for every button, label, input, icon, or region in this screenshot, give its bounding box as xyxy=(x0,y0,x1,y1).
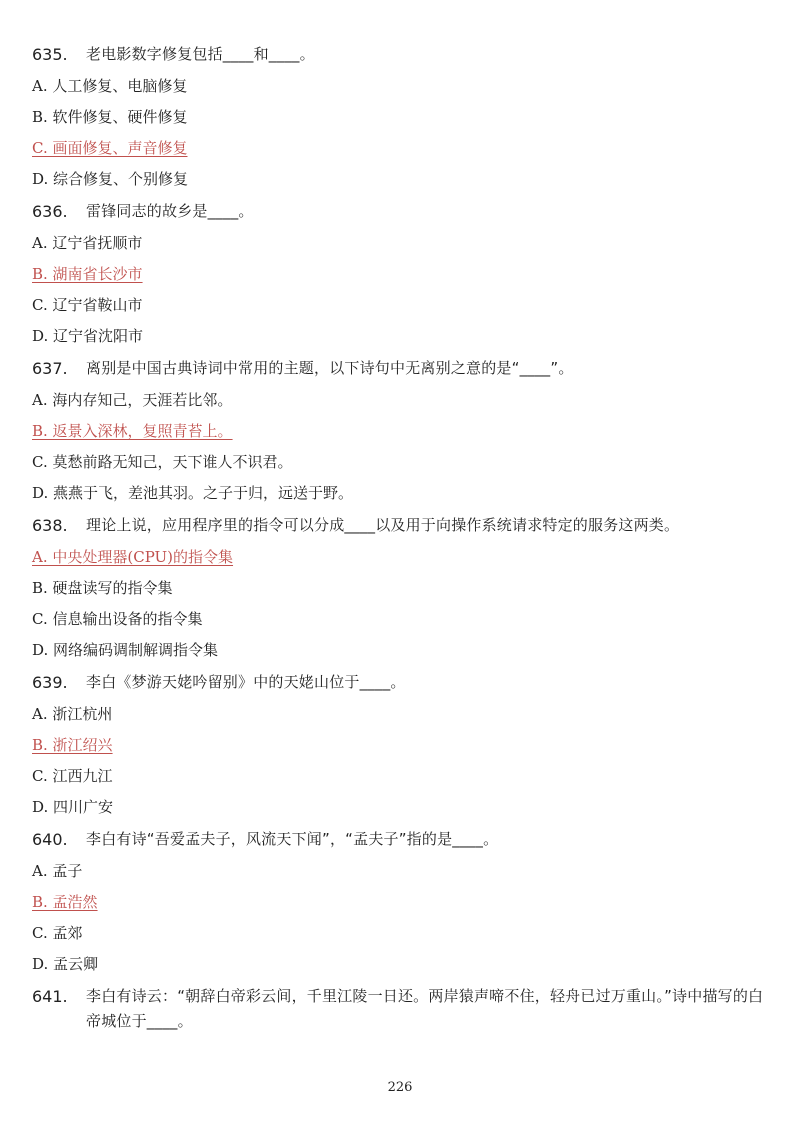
option-a: A. 浙江杭州 xyxy=(32,705,113,723)
option-d: D. 网络编码调制解调指令集 xyxy=(32,641,219,659)
question-stem xyxy=(32,356,772,381)
option-b: B. 软件修复、硬件修复 xyxy=(32,108,188,126)
option-c-correct-answer: C. 画面修复、声音修复 xyxy=(32,139,188,157)
question-number: 637. xyxy=(32,359,68,378)
question-text: 雷锋同志的故乡是____。 xyxy=(86,202,254,220)
question-text: 李白有诗“吾爱孟夫子，风流天下闻”，“孟夫子”指的是____。 xyxy=(86,830,499,848)
question-number: 641. xyxy=(32,987,68,1006)
option-a-correct-answer: A. 中央处理器(CPU)的指令集 xyxy=(32,548,234,566)
option-b-correct-answer: B. 返景入深林，复照青苔上。 xyxy=(32,422,233,440)
question-638 xyxy=(32,513,772,662)
option-d: D. 辽宁省沈阳市 xyxy=(32,327,144,345)
option-c: C. 莫愁前路无知己，天下谁人不识君。 xyxy=(32,453,293,471)
option-d: D. 孟云卿 xyxy=(32,955,99,973)
option-c: C. 孟郊 xyxy=(32,924,83,942)
option-b: B. 硬盘读写的指令集 xyxy=(32,579,173,597)
question-stem xyxy=(32,670,772,695)
option-b-correct-answer: B. 孟浩然 xyxy=(32,893,98,911)
question-number: 639. xyxy=(32,673,68,692)
option-d: D. 综合修复、个别修复 xyxy=(32,170,189,188)
option-d: D. 四川广安 xyxy=(32,798,114,816)
question-number: 640. xyxy=(32,830,68,849)
question-list xyxy=(32,42,772,1042)
option-c: C. 信息输出设备的指令集 xyxy=(32,610,203,628)
page-number: 226 xyxy=(387,1080,413,1095)
question-number: 636. xyxy=(32,202,68,221)
option-d: D. 燕燕于飞，差池其羽。之子于归，远送于野。 xyxy=(32,484,354,502)
option-c: C. 辽宁省鞍山市 xyxy=(32,296,143,314)
option-a: A. 人工修复、电脑修复 xyxy=(32,77,188,95)
option-b-correct-answer: B. 浙江绍兴 xyxy=(32,736,113,754)
question-text: 离别是中国古典诗词中常用的主题，以下诗句中无离别之意的是“____”。 xyxy=(86,359,574,377)
option-c: C. 江西九江 xyxy=(32,767,113,785)
question-635 xyxy=(32,42,772,191)
question-number: 638. xyxy=(32,516,68,535)
question-stem xyxy=(32,42,772,67)
option-b-correct-answer: B. 湖南省长沙市 xyxy=(32,265,143,283)
option-a: A. 辽宁省抚顺市 xyxy=(32,234,143,252)
option-a: A. 海内存知己，天涯若比邻。 xyxy=(32,391,233,409)
question-text: 理论上说，应用程序里的指令可以分成____以及用于向操作系统请求特定的服务这两类。 xyxy=(86,516,680,534)
question-641 xyxy=(32,984,772,1034)
question-text: 李白有诗云：“朝辞白帝彩云间，千里江陵一日还。两岸猿声啼不住，轻舟已过万重山。”诗中描写的白帝城位于____。 xyxy=(86,987,764,1030)
question-stem xyxy=(32,199,772,224)
question-stem xyxy=(32,827,772,852)
question-text: 李白《梦游天姥吟留别》中的天姥山位于____。 xyxy=(86,673,406,691)
question-636 xyxy=(32,199,772,348)
question-637 xyxy=(32,356,772,505)
option-a: A. 孟子 xyxy=(32,862,83,880)
question-stem xyxy=(32,984,772,1034)
question-number: 635. xyxy=(32,45,68,64)
question-stem xyxy=(32,513,772,538)
question-639 xyxy=(32,670,772,819)
question-640 xyxy=(32,827,772,976)
question-text: 老电影数字修复包括____和____。 xyxy=(86,45,315,63)
